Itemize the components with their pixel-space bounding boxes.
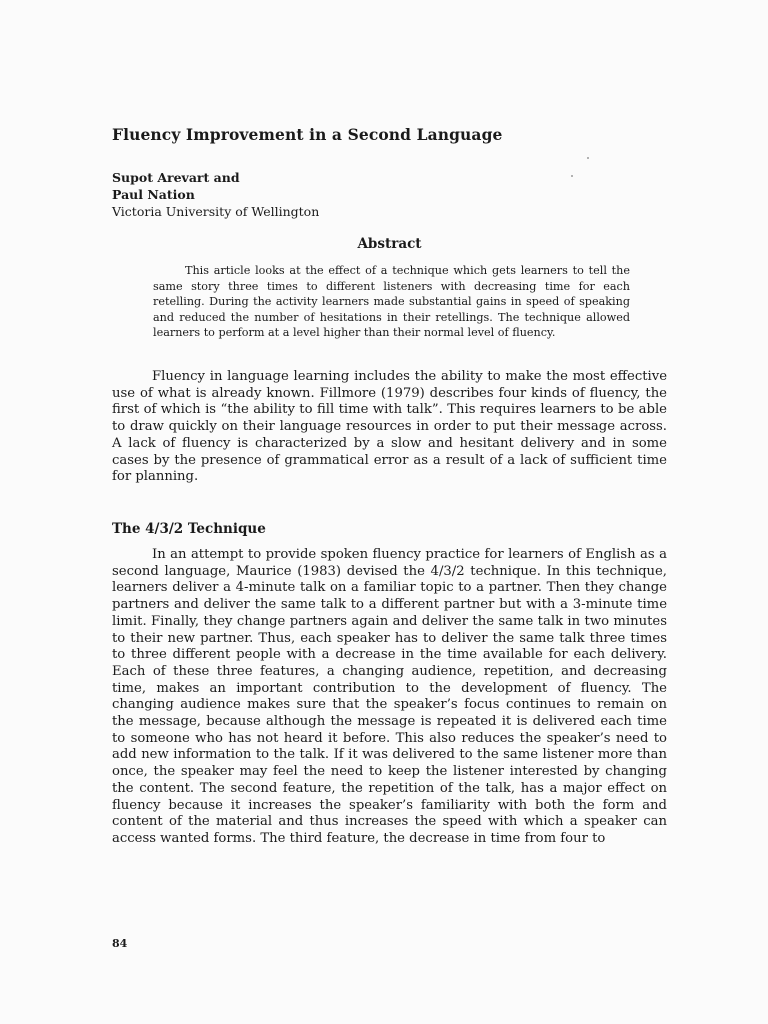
page-number: 84: [112, 937, 128, 950]
abstract-text: [153, 263, 630, 341]
section-heading: The 4/3/2 Technique: [112, 521, 266, 537]
scan-speck: [571, 175, 573, 177]
intro-paragraph: Fluency in language learning includes the ability to make the most effective use of what is already known. Fillmore (1979) describes four kinds of fluency, the first of which is “the ability to fill time with talk”. This requires learners to be able to draw quickly on their language resources in order to put their message across. A lack of fluency is characterized by a slow and hesitant delivery and in some cases by the presence of grammatical error as a result of a lack of sufficient time for planning.: [112, 369, 667, 485]
scan-speck: [587, 157, 589, 159]
abstract-text-content: This article looks at the effect of a technique which gets learners to tell the same story three times to different listeners with decreasing time for each retelling. During the activity learners made substantial gains in speed of speaking and reduced the number of hesitations in their retellings. The technique allowed learners to perform at a level higher than their normal level of fluency.: [153, 264, 630, 340]
article-title: Fluency Improvement in a Second Language: [112, 125, 503, 144]
author-1: Supot Arevart and: [112, 170, 240, 185]
abstract-heading: Abstract: [357, 236, 422, 252]
affiliation: Victoria University of Wellington: [112, 204, 320, 219]
section-paragraph: In an attempt to provide spoken fluency practice for learners of English as a second language, Maurice (1983) devised the 4/3/2 technique. In this technique, learners deliver a 4-minute talk on a familiar topic to a partner. Then they change partners and deliver the same talk to a different partner but with a 3-minute time limit. Finally, they change partners again and deliver the same talk in two minutes to their new partner. Thus, each speaker has to deliver the same talk three times to three different people with a decrease in the time available for each delivery. Each of these three features, a changing audience, repetition, and decreasing time, makes an important contribution to the development of fluency. The changing audience makes sure that the speaker’s focus continues to remain on the message, because although the message is repeated it is delivered each time to someone who has not heard it before. This also reduces the speaker’s need to add new information to the talk. If it was delivered to the same listener more than once, the speaker may feel the need to keep the listener interested by changing the content. The second feature, the repetition of the talk, has a major effect on fluency because it increases the speaker’s familiarity with both the form and content of the material and thus increases the speed with which a speaker can access wanted forms. The third feature, the decrease in time from four to: [112, 547, 667, 846]
author-2: Paul Nation: [112, 187, 195, 202]
